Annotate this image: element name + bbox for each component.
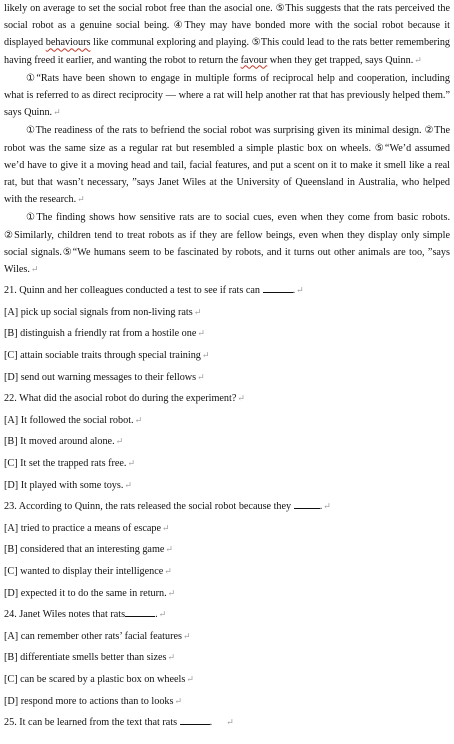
paragraph-text: when they get trapped, says Quinn.: [267, 54, 414, 66]
answer-option: [A] pick up social signals from non-living rats↵: [4, 306, 202, 318]
spellcheck-word: favour: [240, 54, 268, 66]
passage-paragraph-3: [4, 122, 450, 208]
answer-option: [B] differentiate smells better than sizes↵: [4, 652, 176, 664]
passage-paragraph-1: [4, 0, 450, 69]
answer-option: [D] respond more to actions than to looks↵: [4, 695, 183, 707]
spellcheck-word: behaviours: [45, 37, 91, 49]
return-mark-icon: ↵: [197, 371, 205, 382]
return-mark-icon: ↵: [197, 328, 205, 339]
return-mark-icon: ↵: [414, 54, 422, 65]
return-mark-icon: ↵: [167, 587, 176, 598]
return-mark-icon: ↵: [167, 652, 176, 663]
question-stem: 22. What did the asocial robot do during the experiment?↵: [4, 393, 245, 405]
answer-option: [B] distinguish a friendly rat from a hostile one↵: [4, 328, 205, 340]
answer-blank: [263, 283, 293, 293]
return-mark-icon: ↵: [164, 565, 172, 576]
question-stem: 25. It can be learned from the text that rats . ↵: [4, 717, 234, 729]
answer-option: [B] considered that an interesting game↵: [4, 544, 173, 556]
answer-option: [C] wanted to display their intelligence↵: [4, 565, 172, 577]
answer-option: [A] tried to practice a means of escape↵: [4, 522, 170, 534]
paragraph-text: ①The readiness of the rats to befriend the social robot was surprising given its minimal design. ②The robot was the same size as a regular rat but resembled a simple plastic box on wheels. ⑤“We’d assumed we’d have to give it a moving head and tail, facial features, and put a scent on it to make it smell like a real rat, but that wasn’t necessary, ”says Janet Wiles at the University of Queensland in Australia, who helped with the research.: [4, 125, 450, 206]
return-mark-icon: ↵: [124, 479, 132, 490]
answer-blank: [294, 499, 320, 509]
question-stem: 23. According to Quinn, the rats released the social robot because they .↵: [4, 501, 331, 513]
return-mark-icon: ↵: [161, 522, 170, 533]
return-mark-icon: ↵: [237, 393, 245, 404]
return-mark-icon: ↵: [296, 285, 304, 296]
paragraph-text: ①The finding shows how sensitive rats are to social cues, even when they come from basic robots. ②Similarly, children tend to treat robots as if they are fellow beings, even when they display only simple social signals.⑤“We humans seem to be fascinated by robots, and it turns out other animals are too, ”says Wiles.: [4, 212, 450, 276]
answer-option: [C] attain sociable traits through special training↵: [4, 350, 210, 362]
paragraph-text: like communal exploring and playing. ⑤This could lead to the rats better remembering having freed it earlier, and wanting the robot to return the: [4, 37, 451, 66]
return-mark-icon: ↵: [323, 501, 331, 512]
return-mark-icon: ↵: [226, 717, 234, 728]
return-mark-icon: ↵: [174, 695, 183, 706]
exam-document: [4, 0, 450, 734]
answer-option: [C] It set the trapped rats free.↵: [4, 458, 136, 469]
question-stem: 21. Quinn and her colleagues conducted a test to see if rats can .↵: [4, 285, 304, 297]
paragraph-text: likely on average to set the social robot free than the asocial one. ⑤This suggests that the rats perceived the social robot as a genuine social being. ④They may have bonded more with the social robot because it displayed: [4, 3, 450, 49]
return-mark-icon: ↵: [77, 194, 85, 205]
answer-option: [A] can remember other rats’ facial features↵: [4, 630, 191, 642]
answer-option: [A] It followed the social robot.↵: [4, 414, 143, 426]
answer-option: [D] send out warning messages to their fellows↵: [4, 371, 205, 383]
answer-option: [C] can be scared by a plastic box on wheels↵: [4, 673, 194, 685]
answer-blank: [125, 607, 155, 617]
return-mark-icon: ↵: [115, 436, 124, 447]
return-mark-icon: ↵: [127, 458, 136, 468]
return-mark-icon: ↵: [186, 673, 194, 684]
return-mark-icon: ↵: [193, 306, 202, 317]
answer-option: [B] It moved around alone.↵: [4, 436, 124, 448]
return-mark-icon: ↵: [158, 609, 167, 620]
paragraph-text: ①“Rats have been shown to engage in multiple forms of reciprocal help and cooperation, including what is referred to as direct reciprocity — where a rat will help another rat that has previously helped them.” says Quinn.: [4, 72, 450, 119]
answer-option: [D] It played with some toys.↵: [4, 479, 132, 491]
return-mark-icon: ↵: [165, 544, 173, 555]
return-mark-icon: ↵: [134, 414, 143, 425]
return-mark-icon: ↵: [183, 630, 191, 641]
passage-paragraph-2: [4, 70, 450, 122]
return-mark-icon: ↵: [201, 350, 210, 361]
return-mark-icon: ↵: [53, 107, 61, 118]
passage-paragraph-4: [4, 209, 450, 278]
answer-blank: [180, 715, 210, 725]
answer-option: [D] expected it to do the same in return.↵: [4, 587, 176, 599]
question-stem: 24. Janet Wiles notes that rats .↵: [4, 609, 167, 621]
return-mark-icon: ↵: [30, 264, 39, 275]
